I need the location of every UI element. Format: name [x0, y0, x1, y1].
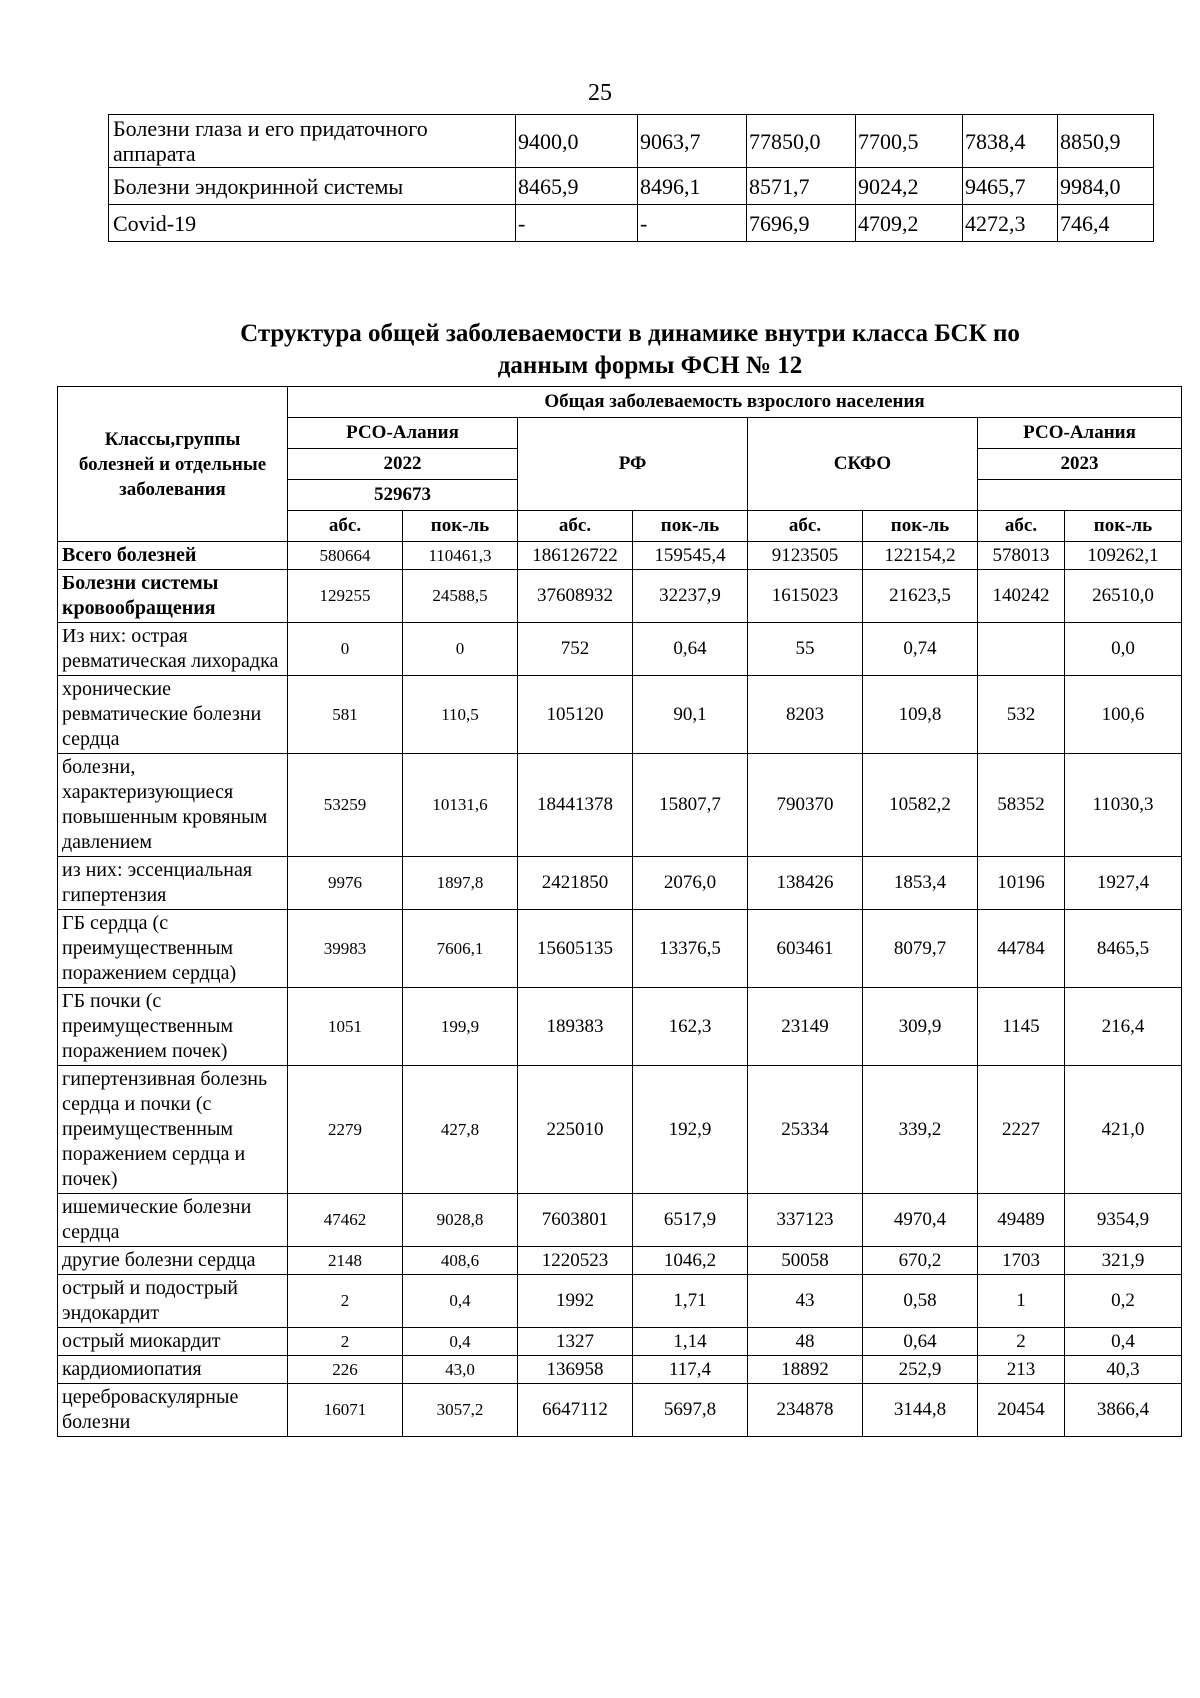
heading-line-1: Структура общей заболеваемости в динамике внутри класса БСК по — [240, 320, 1020, 347]
cell-value: 0 — [288, 623, 403, 676]
header-class-column: Классы,группы болезней и отдельные заболевания — [58, 387, 288, 542]
cell-value: 0,2 — [1065, 1275, 1182, 1328]
row-label: Из них: острая ревматическая лихорадка — [58, 623, 288, 676]
cell-value: 216,4 — [1065, 988, 1182, 1066]
cell-value: 10582,2 — [863, 754, 978, 857]
cell-value: 1046,2 — [633, 1247, 748, 1275]
cell-value: 2 — [978, 1328, 1065, 1356]
main-table — [57, 386, 1182, 1437]
cell-value: 0,4 — [1065, 1328, 1182, 1356]
cell-value: 2 — [288, 1328, 403, 1356]
table-row — [58, 542, 1182, 570]
cell-value: 13376,5 — [633, 910, 748, 988]
top-row-value: 7696,9 — [747, 205, 856, 242]
cell-value: 213 — [978, 1356, 1065, 1384]
cell-value: 26510,0 — [1065, 570, 1182, 623]
header-rso-alania-2023: РСО-Алания — [978, 418, 1182, 449]
header-pokl: пок-ль — [863, 511, 978, 542]
cell-value: 0,74 — [863, 623, 978, 676]
cell-value: 1145 — [978, 988, 1065, 1066]
cell-value: 39983 — [288, 910, 403, 988]
header-year-2022: 2022 — [288, 449, 518, 480]
cell-value: 37608932 — [518, 570, 633, 623]
top-row-value: 8496,1 — [638, 168, 747, 205]
cell-value: 100,6 — [1065, 676, 1182, 754]
cell-value: 408,6 — [403, 1247, 518, 1275]
cell-value: 2279 — [288, 1066, 403, 1194]
table-row — [58, 1066, 1182, 1194]
cell-value: 18441378 — [518, 754, 633, 857]
cell-value: 0 — [403, 623, 518, 676]
cell-value: 25334 — [748, 1066, 863, 1194]
top-row-label: Covid-19 — [109, 205, 516, 242]
row-label: Болезни системы кровообращения — [58, 570, 288, 623]
cell-value: 427,8 — [403, 1066, 518, 1194]
table-row — [58, 1275, 1182, 1328]
cell-value: 252,9 — [863, 1356, 978, 1384]
cell-value: 421,0 — [1065, 1066, 1182, 1194]
cell-value: 6517,9 — [633, 1194, 748, 1247]
cell-value: 16071 — [288, 1384, 403, 1437]
cell-value: 532 — [978, 676, 1065, 754]
header-rf: РФ — [518, 418, 748, 511]
cell-value: 226 — [288, 1356, 403, 1384]
cell-value: 23149 — [748, 988, 863, 1066]
cell-value: 1220523 — [518, 1247, 633, 1275]
top-row-value: - — [516, 205, 638, 242]
cell-value: 109,8 — [863, 676, 978, 754]
header-abs: абс. — [748, 511, 863, 542]
table-row — [58, 1356, 1182, 1384]
section-heading — [0, 318, 1200, 382]
cell-value: 2148 — [288, 1247, 403, 1275]
cell-value: 1 — [978, 1275, 1065, 1328]
cell-value: 199,9 — [403, 988, 518, 1066]
cell-value: 9976 — [288, 857, 403, 910]
cell-value: 234878 — [748, 1384, 863, 1437]
cell-value: 138426 — [748, 857, 863, 910]
cell-value: 1897,8 — [403, 857, 518, 910]
cell-value: 7606,1 — [403, 910, 518, 988]
page-number: 25 — [588, 80, 612, 106]
table-row — [58, 1194, 1182, 1247]
table-row — [58, 1384, 1182, 1437]
cell-value: 40,3 — [1065, 1356, 1182, 1384]
cell-value: 2227 — [978, 1066, 1065, 1194]
cell-value: 49489 — [978, 1194, 1065, 1247]
row-label: ишемические болезни сердца — [58, 1194, 288, 1247]
table-row — [58, 754, 1182, 857]
cell-value: 47462 — [288, 1194, 403, 1247]
cell-value: 32237,9 — [633, 570, 748, 623]
top-row-value: 8571,7 — [747, 168, 856, 205]
top-row-label: Болезни эндокринной системы — [109, 168, 516, 205]
header-rso-alania-2022: РСО-Алания — [288, 418, 518, 449]
cell-value: 581 — [288, 676, 403, 754]
cell-value: 7603801 — [518, 1194, 633, 1247]
cell-value: 670,2 — [863, 1247, 978, 1275]
row-label: острый и подострый эндокардит — [58, 1275, 288, 1328]
row-label: болезни, характеризующиеся повышенным кровяным давлением — [58, 754, 288, 857]
row-label: острый миокардит — [58, 1328, 288, 1356]
cell-value: 603461 — [748, 910, 863, 988]
cell-value: 3057,2 — [403, 1384, 518, 1437]
cell-value: 18892 — [748, 1356, 863, 1384]
row-label: другие болезни сердца — [58, 1247, 288, 1275]
table-row — [58, 676, 1182, 754]
cell-value: 1327 — [518, 1328, 633, 1356]
cell-value: 136958 — [518, 1356, 633, 1384]
cell-value: 8203 — [748, 676, 863, 754]
header-overall: Общая заболеваемость взрослого населения — [288, 387, 1182, 418]
cell-value: 58352 — [978, 754, 1065, 857]
top-row-value: 9024,2 — [856, 168, 963, 205]
header-pokl: пок-ль — [1065, 511, 1182, 542]
cell-value: 10196 — [978, 857, 1065, 910]
table-row — [58, 910, 1182, 988]
cell-value: 50058 — [748, 1247, 863, 1275]
top-row-value: 77850,0 — [747, 115, 856, 168]
cell-value: 43 — [748, 1275, 863, 1328]
cell-value: 15807,7 — [633, 754, 748, 857]
cell-value: 44784 — [978, 910, 1065, 988]
row-label: хронические ревматические болезни сердца — [58, 676, 288, 754]
header-pokl: пок-ль — [403, 511, 518, 542]
cell-value: 0,4 — [403, 1328, 518, 1356]
cell-value: 1927,4 — [1065, 857, 1182, 910]
top-row-value: 8850,9 — [1058, 115, 1154, 168]
cell-value: 9354,9 — [1065, 1194, 1182, 1247]
top-row-value: 9400,0 — [516, 115, 638, 168]
cell-value: 0,58 — [863, 1275, 978, 1328]
top-row-value: 9465,7 — [963, 168, 1058, 205]
table-row — [58, 570, 1182, 623]
cell-value: 580664 — [288, 542, 403, 570]
header-abs: абс. — [518, 511, 633, 542]
top-row-value: 4709,2 — [856, 205, 963, 242]
cell-value: 9028,8 — [403, 1194, 518, 1247]
header-abs: абс. — [978, 511, 1065, 542]
cell-value: 109262,1 — [1065, 542, 1182, 570]
cell-value: 0,64 — [863, 1328, 978, 1356]
cell-value: 24588,5 — [403, 570, 518, 623]
cell-value: 309,9 — [863, 988, 978, 1066]
row-label: цереброваскулярные болезни — [58, 1384, 288, 1437]
cell-value: 90,1 — [633, 676, 748, 754]
cell-value: 11030,3 — [1065, 754, 1182, 857]
row-label: кардиомиопатия — [58, 1356, 288, 1384]
table-row — [58, 988, 1182, 1066]
cell-value: 321,9 — [1065, 1247, 1182, 1275]
cell-value — [978, 623, 1065, 676]
cell-value: 2 — [288, 1275, 403, 1328]
cell-value: 43,0 — [403, 1356, 518, 1384]
top-row-value: 4272,3 — [963, 205, 1058, 242]
cell-value: 55 — [748, 623, 863, 676]
cell-value: 8079,7 — [863, 910, 978, 988]
cell-value: 105120 — [518, 676, 633, 754]
cell-value: 2076,0 — [633, 857, 748, 910]
cell-value: 0,64 — [633, 623, 748, 676]
cell-value: 1853,4 — [863, 857, 978, 910]
top-row-label: Болезни глаза и его придаточного аппарата — [109, 115, 516, 168]
cell-value: 752 — [518, 623, 633, 676]
top-table — [108, 114, 1154, 242]
cell-value: 0,4 — [403, 1275, 518, 1328]
cell-value: 2421850 — [518, 857, 633, 910]
cell-value: 5697,8 — [633, 1384, 748, 1437]
heading-line-2: данным формы ФСН № 12 — [497, 352, 803, 379]
cell-value: 15605135 — [518, 910, 633, 988]
table-row — [58, 1328, 1182, 1356]
table-row — [58, 1247, 1182, 1275]
row-label: ГБ сердца (с преимущественным поражением сердца) — [58, 910, 288, 988]
cell-value: 129255 — [288, 570, 403, 623]
cell-value: 1,14 — [633, 1328, 748, 1356]
cell-value: 339,2 — [863, 1066, 978, 1194]
table-row — [58, 857, 1182, 910]
header-population-2022: 529673 — [288, 480, 518, 511]
header-empty-2023 — [978, 480, 1182, 511]
cell-value: 159545,4 — [633, 542, 748, 570]
row-label: Всего болезней — [58, 542, 288, 570]
top-row-value: 9063,7 — [638, 115, 747, 168]
cell-value: 10131,6 — [403, 754, 518, 857]
cell-value: 117,4 — [633, 1356, 748, 1384]
cell-value: 9123505 — [748, 542, 863, 570]
cell-value: 6647112 — [518, 1384, 633, 1437]
header-year-2023: 2023 — [978, 449, 1182, 480]
cell-value: 53259 — [288, 754, 403, 857]
top-table-row — [109, 168, 1154, 205]
cell-value: 1703 — [978, 1247, 1065, 1275]
cell-value: 186126722 — [518, 542, 633, 570]
cell-value: 20454 — [978, 1384, 1065, 1437]
cell-value: 21623,5 — [863, 570, 978, 623]
header-abs: абс. — [288, 511, 403, 542]
cell-value: 790370 — [748, 754, 863, 857]
top-row-value: - — [638, 205, 747, 242]
cell-value: 578013 — [978, 542, 1065, 570]
top-table-row — [109, 205, 1154, 242]
row-label: гипертензивная болезнь сердца и почки (с преимущественным поражением сердца и почек) — [58, 1066, 288, 1194]
cell-value: 4970,4 — [863, 1194, 978, 1247]
row-label: из них: эссенциальная гипертензия — [58, 857, 288, 910]
cell-value: 3866,4 — [1065, 1384, 1182, 1437]
cell-value: 192,9 — [633, 1066, 748, 1194]
top-row-value: 7700,5 — [856, 115, 963, 168]
cell-value: 0,0 — [1065, 623, 1182, 676]
cell-value: 225010 — [518, 1066, 633, 1194]
top-table-row — [109, 115, 1154, 168]
cell-value: 122154,2 — [863, 542, 978, 570]
cell-value: 140242 — [978, 570, 1065, 623]
cell-value: 1,71 — [633, 1275, 748, 1328]
header-skfo: СКФО — [748, 418, 978, 511]
cell-value: 1615023 — [748, 570, 863, 623]
top-row-value: 746,4 — [1058, 205, 1154, 242]
top-row-value: 8465,9 — [516, 168, 638, 205]
header-pokl: пок-ль — [633, 511, 748, 542]
cell-value: 110,5 — [403, 676, 518, 754]
cell-value: 162,3 — [633, 988, 748, 1066]
cell-value: 3144,8 — [863, 1384, 978, 1437]
cell-value: 48 — [748, 1328, 863, 1356]
cell-value: 337123 — [748, 1194, 863, 1247]
table-row — [58, 623, 1182, 676]
top-row-value: 9984,0 — [1058, 168, 1154, 205]
cell-value: 110461,3 — [403, 542, 518, 570]
cell-value: 1992 — [518, 1275, 633, 1328]
cell-value: 189383 — [518, 988, 633, 1066]
cell-value: 8465,5 — [1065, 910, 1182, 988]
top-row-value: 7838,4 — [963, 115, 1058, 168]
cell-value: 1051 — [288, 988, 403, 1066]
row-label: ГБ почки (с преимущественным поражением почек) — [58, 988, 288, 1066]
